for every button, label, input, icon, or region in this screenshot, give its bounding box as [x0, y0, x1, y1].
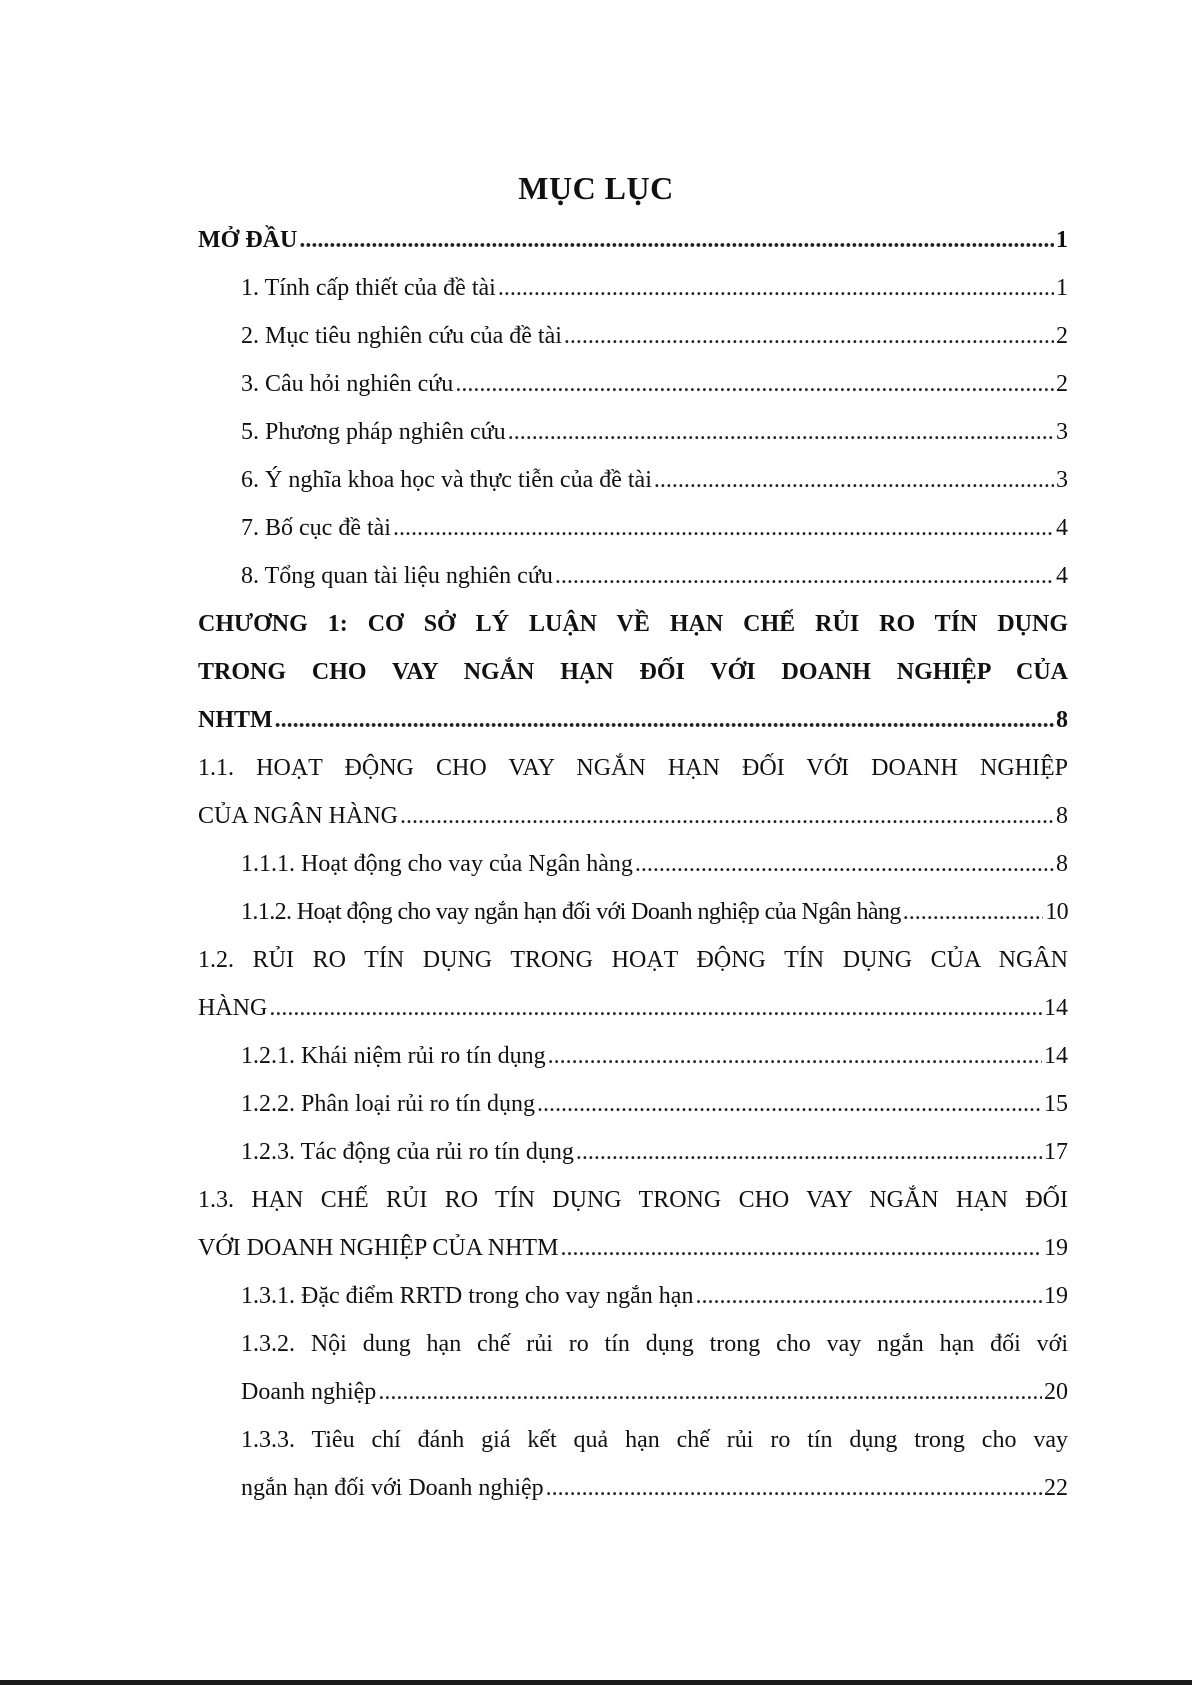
toc-entry-title-line: CHƯƠNG 1: CƠ SỞ LÝ LUẬN VỀ HẠN CHẾ RỦI RO TÍN DỤNG	[198, 611, 1068, 637]
dot-leader	[498, 264, 1054, 312]
toc-entry-title: HÀNG	[198, 995, 268, 1021]
dot-leader	[546, 1464, 1042, 1512]
toc-entry-title: 6. Ý nghĩa khoa học và thực tiễn của đề tài	[241, 467, 652, 493]
toc-entry-chapter-1[interactable]	[198, 600, 1068, 744]
dot-leader	[299, 216, 1054, 264]
toc-entry-title: 1. Tính cấp thiết của đề tài	[241, 275, 496, 301]
toc-entry-title-line: 1.2. RỦI RO TÍN DỤNG TRONG HOẠT ĐỘNG TÍN DỤNG CỦA NGÂN	[198, 947, 1068, 973]
toc-entry-title: 1.2.2. Phân loại rủi ro tín dụng	[241, 1091, 535, 1117]
toc-entry-section-1-2[interactable]	[198, 936, 1068, 1032]
dot-leader	[537, 1080, 1042, 1128]
toc-entry-page: 17	[1044, 1139, 1068, 1165]
toc-entry-page: 4	[1056, 515, 1068, 541]
toc-entry-page: 19	[1044, 1283, 1068, 1309]
toc-entry-section-1-1[interactable]	[198, 744, 1068, 840]
toc-entry-line	[241, 1128, 1068, 1176]
dot-leader	[393, 504, 1054, 552]
toc-entry-title-line: 1.3.2. Nội dung hạn chế rủi ro tín dụng trong cho vay ngắn hạn đối với	[241, 1331, 1068, 1357]
page-title: MỤC LỤC	[518, 170, 674, 206]
toc-entry-page: 22	[1044, 1475, 1068, 1501]
toc-entry-section-1-1-2[interactable]	[241, 888, 1068, 936]
toc-entry-title: VỚI DOANH NGHIỆP CỦA NHTM	[198, 1235, 559, 1261]
toc-entry-section-1-3-1[interactable]	[241, 1272, 1068, 1320]
toc-entry-title: 1.3.1. Đặc điểm RRTD trong cho vay ngắn hạn	[241, 1283, 694, 1309]
toc-entry-title: NHTM	[198, 707, 273, 733]
toc-entry-title: 1.2.1. Khái niệm rủi ro tín dụng	[241, 1043, 546, 1069]
toc-entry-line	[241, 888, 1068, 936]
toc-entry-line	[198, 1224, 1068, 1272]
toc-entry-title: 2. Mục tiêu nghiên cứu của đề tài	[241, 323, 562, 349]
dot-leader	[564, 312, 1054, 360]
toc-entry-line	[241, 840, 1068, 888]
dot-leader	[576, 1128, 1042, 1176]
dot-leader	[269, 984, 1042, 1032]
page-bottom-edge	[0, 1680, 1192, 1685]
toc-entry-line	[241, 1272, 1068, 1320]
toc-entry-section-1-2-1[interactable]	[241, 1032, 1068, 1080]
toc-entry-section-1-3-3[interactable]	[241, 1416, 1068, 1512]
toc-entry-line	[241, 1464, 1068, 1512]
toc-entry-title: ngắn hạn đối với Doanh nghiệp	[241, 1475, 544, 1501]
toc-entry-line	[241, 360, 1068, 408]
toc-entry-page: 1	[1056, 227, 1068, 253]
dot-leader	[400, 792, 1054, 840]
toc-entry-phuong-phap[interactable]	[241, 408, 1068, 456]
dot-leader	[548, 1032, 1042, 1080]
toc-entry-line	[241, 264, 1068, 312]
toc-entry-page: 14	[1044, 995, 1068, 1021]
toc-entry-section-1-2-2[interactable]	[241, 1080, 1068, 1128]
toc-entry-tinh-cap-thiet[interactable]	[241, 264, 1068, 312]
toc-entry-page: 14	[1044, 1043, 1068, 1069]
toc-entry-title: 1.1.2. Hoạt động cho vay ngắn hạn đối với Doanh nghiệp của Ngân hàng	[241, 899, 901, 925]
dot-leader	[654, 456, 1054, 504]
dot-leader	[508, 408, 1054, 456]
toc-entry-muc-tieu[interactable]	[241, 312, 1068, 360]
toc-entry-title: 8. Tổng quan tài liệu nghiên cứu	[241, 563, 553, 589]
toc-entry-page: 8	[1056, 851, 1068, 877]
dot-leader	[635, 840, 1054, 888]
toc-entry-page: 4	[1056, 563, 1068, 589]
toc-entry-title: 1.2.3. Tác động của rủi ro tín dụng	[241, 1139, 574, 1165]
toc-entry-line	[198, 696, 1068, 744]
toc-entry-section-1-3[interactable]	[198, 1176, 1068, 1272]
toc-entry-line	[198, 984, 1068, 1032]
toc-entry-line	[241, 504, 1068, 552]
toc-entry-page: 3	[1056, 467, 1068, 493]
toc-entry-line	[241, 456, 1068, 504]
toc-entry-title: CỦA NGÂN HÀNG	[198, 803, 399, 829]
toc-entry-line	[198, 216, 1068, 264]
toc-entry-section-1-3-2[interactable]	[241, 1320, 1068, 1416]
toc-entry-page: 2	[1056, 371, 1068, 397]
toc-entry-title: Doanh nghiệp	[241, 1379, 377, 1405]
toc-entry-title-line: 1.3. HẠN CHẾ RỦI RO TÍN DỤNG TRONG CHO VAY NGẮN HẠN ĐỐI	[198, 1187, 1068, 1213]
toc-entry-y-nghia[interactable]	[241, 456, 1068, 504]
toc-entry-title: 7. Bố cục đề tài	[241, 515, 391, 541]
toc-entry-line	[198, 792, 1068, 840]
dot-leader	[275, 696, 1054, 744]
toc-entry-tong-quan[interactable]	[241, 552, 1068, 600]
dot-leader	[555, 552, 1054, 600]
toc-entry-page: 8	[1056, 707, 1068, 733]
toc-entry-title: 3. Câu hỏi nghiên cứu	[241, 371, 454, 397]
toc-entry-title: MỞ ĐẦU	[198, 227, 298, 253]
toc-entry-cau-hoi[interactable]	[241, 360, 1068, 408]
toc-entry-line	[241, 312, 1068, 360]
dot-leader	[378, 1368, 1042, 1416]
toc-entry-page: 10	[1045, 899, 1068, 925]
dot-leader	[695, 1272, 1042, 1320]
toc-entry-page: 3	[1056, 419, 1068, 445]
dot-leader	[903, 888, 1043, 936]
toc-entry-page: 19	[1044, 1235, 1068, 1261]
toc-entry-line	[241, 552, 1068, 600]
toc-entry-title-line: 1.1. HOẠT ĐỘNG CHO VAY NGẮN HẠN ĐỐI VỚI DOANH NGHIỆP	[198, 755, 1068, 781]
toc-entry-bo-cuc[interactable]	[241, 504, 1068, 552]
toc-entry-line	[241, 408, 1068, 456]
toc-entry-page: 15	[1044, 1091, 1068, 1117]
toc-entry-page: 2	[1056, 323, 1068, 349]
toc-entry-line	[241, 1080, 1068, 1128]
toc-entry-section-1-2-3[interactable]	[241, 1128, 1068, 1176]
toc-entry-page: 8	[1056, 803, 1068, 829]
toc-entry-page: 1	[1056, 275, 1068, 301]
toc-entry-section-1-1-1[interactable]	[241, 840, 1068, 888]
toc-entry-page: 20	[1044, 1379, 1068, 1405]
dot-leader	[455, 360, 1054, 408]
toc-entry-title: 5. Phương pháp nghiên cứu	[241, 419, 506, 445]
toc-entry-line	[241, 1368, 1068, 1416]
toc-entry-title-line: 1.3.3. Tiêu chí đánh giá kết quả hạn chế rủi ro tín dụng trong cho vay	[241, 1427, 1068, 1453]
toc-entry-mo-dau[interactable]	[198, 216, 1068, 264]
dot-leader	[560, 1224, 1042, 1272]
toc-entry-line	[241, 1032, 1068, 1080]
toc-entry-title-line: TRONG CHO VAY NGẮN HẠN ĐỐI VỚI DOANH NGHIỆP CỦA	[198, 659, 1068, 685]
toc-entry-title: 1.1.1. Hoạt động cho vay của Ngân hàng	[241, 851, 633, 877]
